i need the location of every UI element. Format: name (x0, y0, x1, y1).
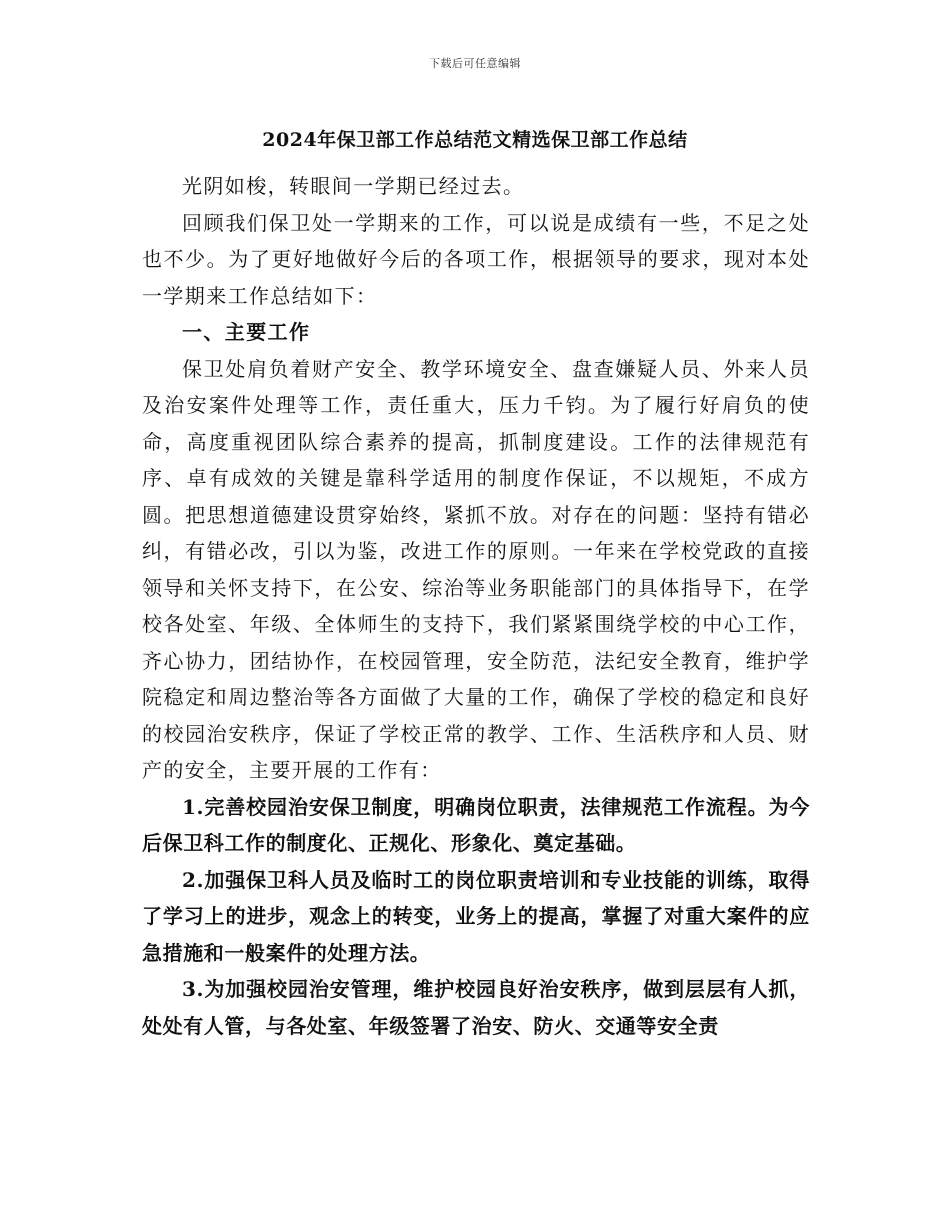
work-item-3: 3.为加强校园治安管理，维护校园良好治安秩序，做到层层有人抓，处处有人管，与各处室、年级签署了治安、防火、交通等安全责 (142, 977, 810, 1038)
main-work-paragraph: 保卫处肩负着财产安全、教学环境安全、盘查嫌疑人员、外来人员及治安案件处理等工作，责任重大，压力千钧。为了履行好肩负的使命，高度重视团队综合素养的提高，抓制度建设。工作的法律规范有序、卓有成效的关键是靠科学适用的制度作保证，不以规矩，不成方圆。把思想道德建设贯穿始终，紧抓不放。对存在的问题：坚持有错必纠，有错必改，引以为鉴，改进工作的原则。一年来在学校党政的直接领导和关怀支持下，在公安、综治等业务职能部门的具体指导下，在学校各处室、年级、全体师生的支持下，我们紧紧围绕学校的中心工作，齐心协力，团结协作，在校园管理，安全防范，法纪安全教育，维护学院稳定和周边整治等各方面做了大量的工作，确保了学校的稳定和良好的校园治安秩序，保证了学校正常的教学、工作、生活秩序和人员、财产的安全，主要开展的工作有： (142, 356, 810, 782)
work-item-1: 1.完善校园治安保卫制度，明确岗位职责，法律规范工作流程。为今后保卫科工作的制度化、正规化、形象化、奠定基础。 (142, 794, 810, 855)
review-paragraph: 回顾我们保卫处一学期来的工作，可以说是成绩有一些，不足之处也不少。为了更好地做好今后的各项工作，根据领导的要求，现对本处一学期来工作总结如下： (142, 210, 810, 308)
work-item-2: 2.加强保卫科人员及临时工的岗位职责培训和专业技能的训练，取得了学习上的进步，观念上的转变，业务上的提高，掌握了对重大案件的应急措施和一般案件的处理方法。 (142, 867, 810, 965)
document-body (142, 168, 810, 1044)
document-title: 2024年保卫部工作总结范文精选保卫部工作总结 (262, 129, 688, 151)
section-heading-main-work: 一、主要工作 (182, 320, 311, 344)
header-note: 下载后可任意编辑 (429, 57, 521, 70)
intro-paragraph: 光阴如梭，转眼间一学期已经过去。 (182, 174, 525, 198)
